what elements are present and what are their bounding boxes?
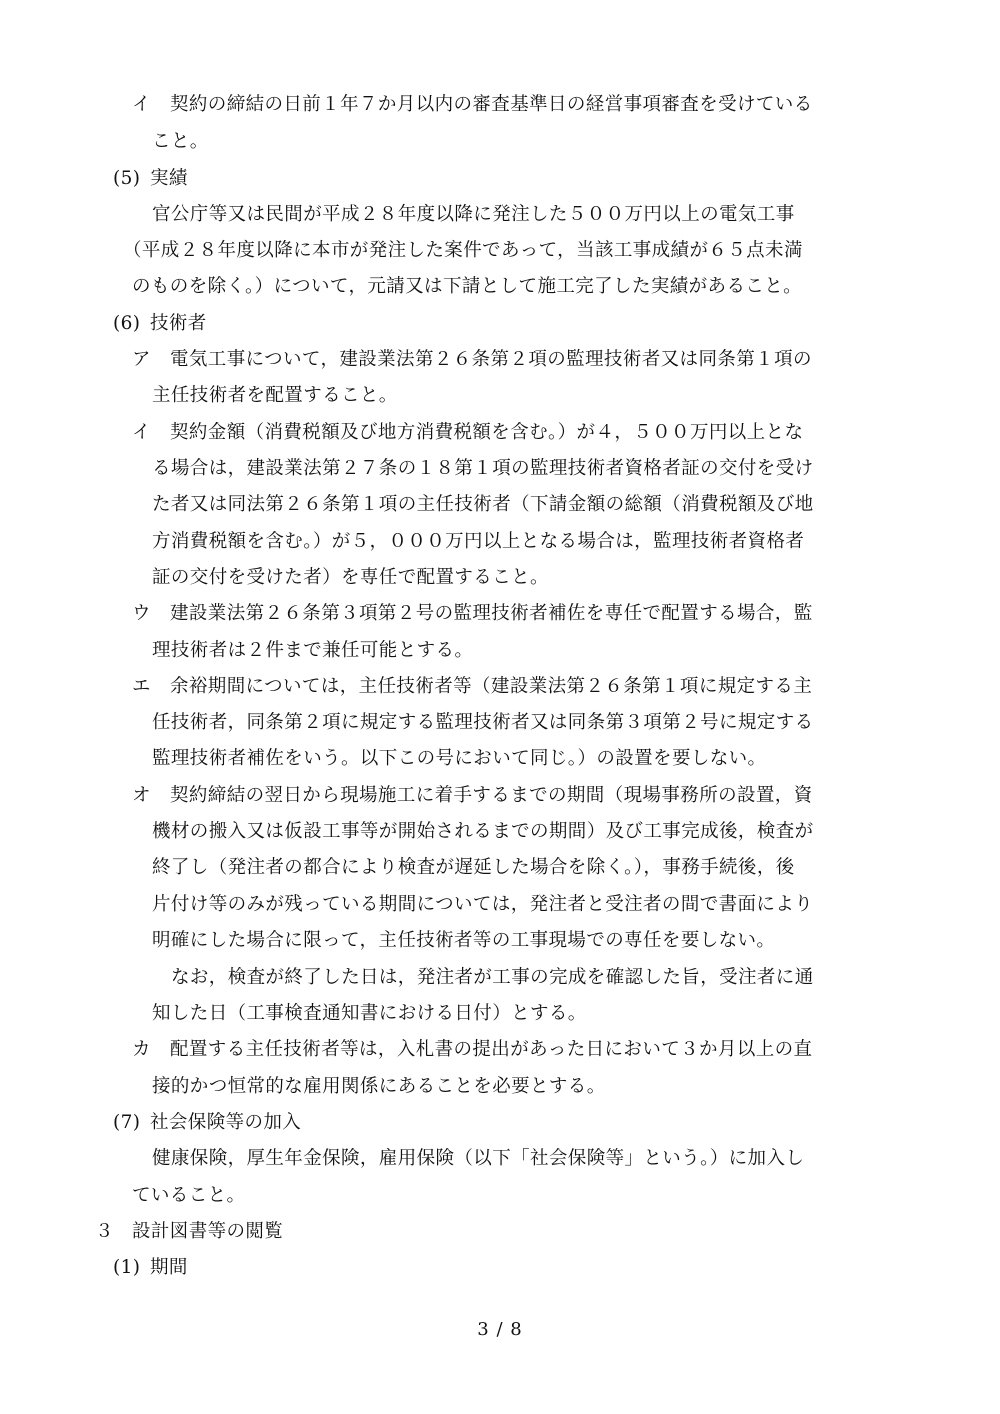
item-o-line3: 終了し（発注者の都合により検査が遅延した場合を除く。），事務手続後，後 (152, 857, 795, 878)
item-o-note-line2: 知した日（工事検査通知書における日付）とする。 (152, 1003, 587, 1024)
item-label-a: ア (132, 349, 151, 370)
item-label-i2: イ (132, 422, 151, 443)
item-label-o: オ (132, 785, 151, 806)
item-o-line5: 明確にした場合に限って，主任技術者等の工事現場での専任を要しない。 (152, 930, 776, 951)
item-i-review-line1: 契約の締結の日前１年７か月以内の審査基準日の経営事項審査を受けている (170, 94, 813, 115)
section-6-label: (6) (113, 313, 141, 334)
item-a-line1: 電気工事について，建設業法第２６条第２項の監理技術者又は同条第１項の (170, 349, 812, 370)
item-o-line4: 片付け等のみが残っている期間については，発注者と受注者の間で書面により (152, 894, 814, 915)
page-number: 3 / 8 (477, 1319, 523, 1340)
section-5-heading: 実績 (150, 168, 188, 189)
item-i-line5: 証の交付を受けた者）を専任で配置すること。 (152, 567, 549, 588)
section-3-label: ３ (95, 1221, 114, 1242)
item-label-e: エ (132, 676, 151, 697)
section-7-line1: 健康保険，厚生年金保険，雇用保険（以下「社会保険等」という。）に加入し (152, 1148, 805, 1169)
item-label-u: ウ (132, 603, 151, 624)
item-label-i: イ (132, 94, 151, 115)
section-7-line2: ていること。 (132, 1185, 246, 1206)
section-3-1-heading: 期間 (150, 1257, 188, 1278)
section-3-heading: 設計図書等の閲覧 (132, 1221, 284, 1242)
item-ka-line1: 配置する主任技術者等は，入札書の提出があった日において３か月以上の直 (170, 1039, 813, 1060)
item-o-line2: 機材の搬入又は仮設工事等が開始されるまでの期間）及び工事完成後，検査が (152, 821, 814, 842)
item-e-line3: 監理技術者補佐をいう。以下この号において同じ。）の設置を要しない。 (152, 748, 767, 769)
section-5-line3: のものを除く。）について，元請又は下請として施工完了した実績があること。 (132, 276, 803, 297)
section-5-line2: （平成２８年度以降に本市が発注した案件であって，当該工事成績が６５点未満 (123, 240, 803, 261)
item-u-line1: 建設業法第２６条第３項第２号の監理技術者補佐を専任で配置する場合，監 (170, 603, 813, 624)
item-e-line2: 任技術者，同条第２項に規定する監理技術者又は同条第３項第２号に規定する (152, 712, 814, 733)
section-6-heading: 技術者 (150, 313, 207, 334)
section-5-line1: 官公庁等又は民間が平成２８年度以降に発注した５００万円以上の電気工事 (152, 204, 795, 225)
section-7-label: (7) (113, 1112, 141, 1133)
item-i-line2: る場合は，建設業法第２７条の１８第１項の監理技術者資格者証の交付を受け (152, 458, 814, 479)
item-a-line2: 主任技術者を配置すること。 (152, 385, 398, 406)
section-7-heading: 社会保険等の加入 (150, 1112, 302, 1133)
item-i-review-line2: こと。 (152, 131, 209, 152)
item-i-line4: 方消費税額を含む。）が５，０００万円以上となる場合は，監理技術者資格者 (152, 531, 805, 552)
item-i-line3: た者又は同法第２６条第１項の主任技術者（下請金額の総額（消費税額及び地 (152, 494, 814, 515)
item-o-note-line1: なお，検査が終了した日は，発注者が工事の完成を確認した旨，受注者に通 (171, 967, 814, 988)
section-3-1-label: (1) (113, 1257, 141, 1278)
item-ka-line2: 接的かつ恒常的な雇用関係にあることを必要とする。 (152, 1076, 606, 1097)
item-o-line1: 契約締結の翌日から現場施工に着手するまでの期間（現場事務所の設置，資 (170, 785, 813, 806)
item-u-line2: 理技術者は２件まで兼任可能とする。 (152, 640, 474, 661)
item-i-line1: 契約金額（消費税額及び地方消費税額を含む。）が４，５００万円以上とな (170, 422, 804, 443)
section-5-label: (5) (113, 168, 141, 189)
item-e-line1: 余裕期間については，主任技術者等（建設業法第２６条第１項に規定する主 (170, 676, 813, 697)
item-label-ka: カ (132, 1039, 151, 1060)
